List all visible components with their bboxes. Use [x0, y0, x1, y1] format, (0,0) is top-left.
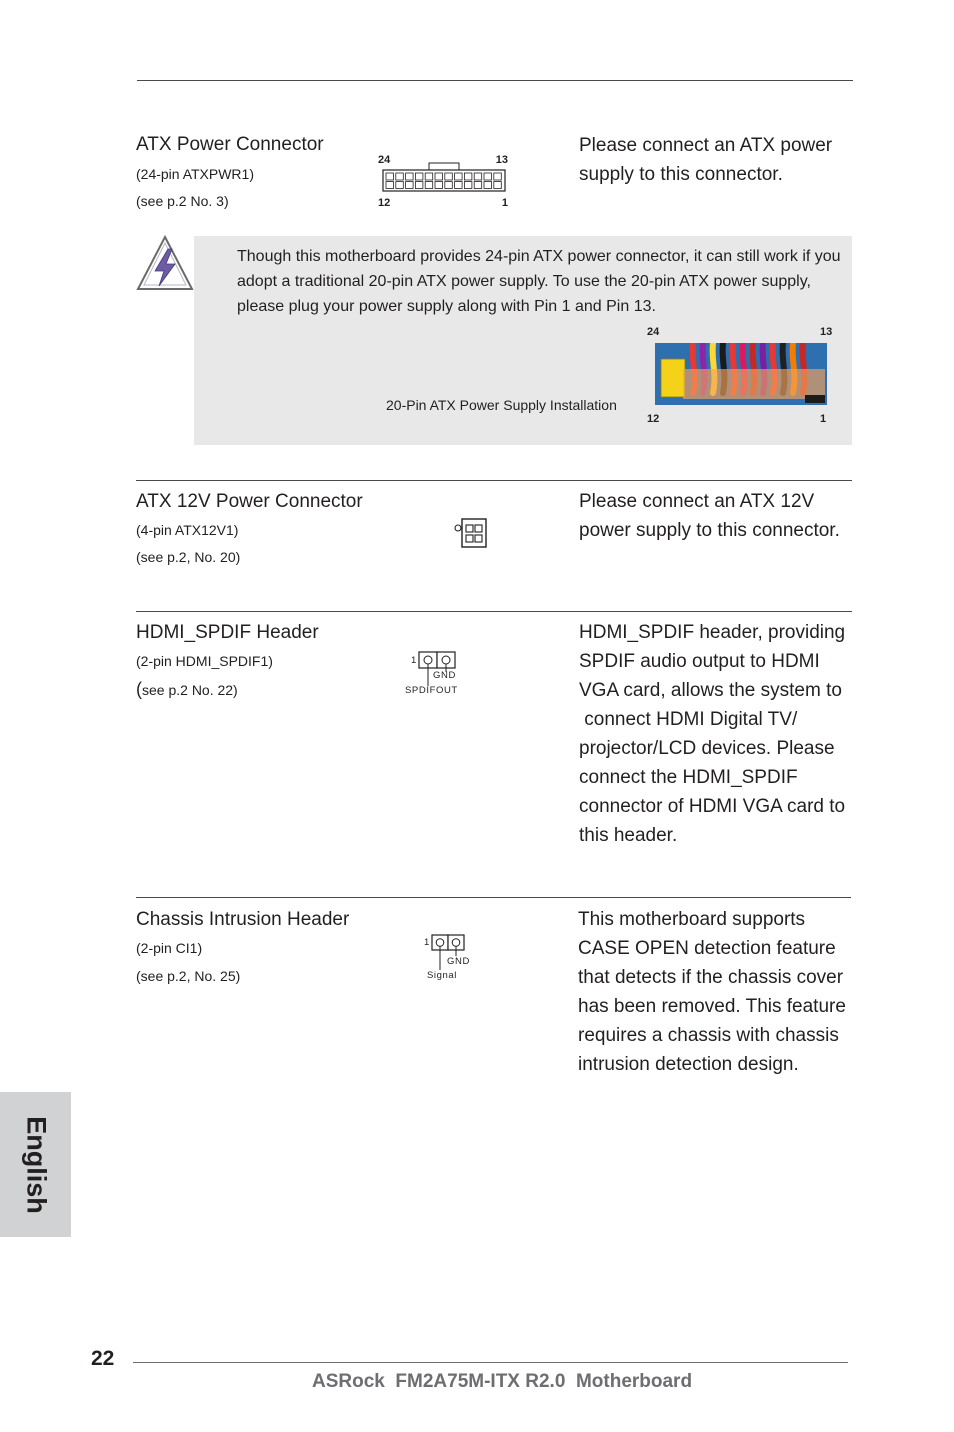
atx-pin-cell: [474, 182, 482, 189]
section-rule-hdmi: [136, 611, 852, 612]
atx-pin-1: 1: [501, 197, 508, 209]
note-pin-13: 13: [820, 326, 833, 338]
note-caption: 20-Pin ATX Power Supply Installation: [386, 397, 617, 413]
hdmi-description: [579, 618, 854, 850]
atx-pin-cell: [415, 173, 423, 180]
note-pin-12: 12: [647, 413, 660, 425]
atx-pin-cell: [464, 182, 472, 189]
hdmi-desc-line: SPDIF audio output to HDMI: [579, 651, 820, 672]
atx-description: Please connect an ATX power supply to this connector.: [579, 135, 833, 185]
hdmi-desc-line: connector of HDMI VGA card to: [579, 796, 846, 817]
atx-pin-cell: [425, 173, 433, 180]
chassis-header-diagram: [420, 934, 480, 982]
atx12v-title: ATX 12V Power Connector: [136, 491, 363, 512]
hdmi-pins: (2-pin HDMI_SPDIF1): [136, 653, 273, 669]
top-rule: [137, 80, 853, 81]
atx-pin-cell: [455, 182, 463, 189]
note-pin-24: 24: [647, 326, 660, 338]
language-tab: [0, 1092, 71, 1237]
atx-pin-cell: [494, 182, 502, 189]
chassis-desc-line: CASE OPEN detection feature: [578, 938, 836, 959]
note-pin-1: 1: [820, 413, 827, 425]
atx-pin-13: 13: [495, 154, 508, 166]
hdmi-title: HDMI_SPDIF Header: [136, 622, 319, 643]
hdmi-desc-line: connect the HDMI_SPDIF: [579, 767, 798, 788]
footer-rule: [133, 1362, 848, 1363]
atx-pin-cell: [396, 173, 404, 180]
chassis-desc-line: that detects if the chassis cover: [578, 967, 844, 988]
note-text: Though this motherboard provides 24-pin ATX power connector, it can still work if you adopt a traditional 20-pin ATX power supply. To use the 20-pin ATX power supply, please plug your power supply along with Pin 1 and Pin 13.: [237, 248, 841, 315]
atx-pin-cell: [494, 173, 502, 180]
hdmi-desc-line: HDMI_SPDIF header, providing: [579, 622, 846, 643]
atx-pin-cell: [406, 182, 414, 189]
chassis-title: Chassis Intrusion Header: [136, 909, 350, 930]
chassis-signal-label: Signal: [427, 970, 458, 981]
atx-24pin-icon: [376, 152, 512, 212]
atx-pin-cell: [464, 173, 472, 180]
hdmi-see: [136, 681, 238, 698]
chassis-gnd-label: GND: [447, 956, 470, 967]
chassis-desc-line: requires a chassis with chassis: [578, 1025, 839, 1046]
atx-title: ATX Power Connector: [136, 134, 324, 155]
atx-pin-24: 24: [378, 154, 391, 166]
hdmi-desc-line: VGA card, allows the system to: [579, 680, 842, 701]
atx-pin-cell: [396, 182, 404, 189]
atx-20pin-photo-icon: [655, 343, 827, 405]
chassis-see: (see p.2, No. 25): [136, 968, 241, 984]
hdmi-header-diagram: [402, 650, 472, 698]
chassis-pin1-label: 1: [424, 937, 430, 948]
atx-see: (see p.2 No. 3): [136, 193, 229, 209]
atx-pin-cell: [484, 182, 492, 189]
atx-pin-cell: [425, 182, 433, 189]
hdmi-pin1-label: 1: [411, 655, 417, 666]
hdmi-desc-line: this header.: [579, 825, 678, 846]
note-box: [194, 236, 852, 445]
hdmi-see-paren: (: [136, 679, 142, 699]
atx-pin-cell: [474, 173, 482, 180]
section-rule-chassis: [136, 897, 851, 898]
chassis-desc-line: This motherboard supports: [578, 909, 806, 930]
atx12v-see: (see p.2, No. 20): [136, 549, 241, 565]
warning-icon: [135, 234, 195, 292]
chassis-desc-line: intrusion detection design.: [578, 1054, 799, 1075]
atx-pin-cell: [435, 182, 443, 189]
atx-pin-12: 12: [378, 197, 391, 209]
hdmi-gnd-label: GND: [433, 670, 456, 681]
chassis-description: [578, 905, 854, 1079]
atx-pin-cell: [445, 173, 453, 180]
atx-pin-cell: [386, 182, 394, 189]
atx-pin-cell: [435, 173, 443, 180]
section-rule-atx12v: [136, 480, 852, 481]
atx12v-4pin-icon: [452, 516, 490, 550]
language-label: English: [21, 1115, 51, 1214]
page-number: 22: [91, 1347, 115, 1370]
atx12v-description: Please connect an ATX 12V power supply to this connector.: [579, 491, 840, 541]
atx-pin-cell: [484, 173, 492, 180]
chassis-desc-line: has been removed. This feature: [578, 996, 846, 1017]
atx-pin-cell: [386, 173, 394, 180]
atx-pin-cell: [406, 173, 414, 180]
atx-pin-cell: [455, 173, 463, 180]
chassis-pins: (2-pin CI1): [136, 940, 203, 956]
atx-pin-cell: [445, 182, 453, 189]
atx-pin-cell: [415, 182, 423, 189]
footer-product: ASRock FM2A75M-ITX R2.0 Motherboard: [312, 1371, 693, 1392]
hdmi-desc-line: connect HDMI Digital TV/: [579, 709, 798, 730]
atx-connector-diagram: [376, 152, 512, 212]
atx12v-pins: (4-pin ATX12V1): [136, 522, 239, 538]
hdmi-desc-line: projector/LCD devices. Please: [579, 738, 835, 759]
hdmi-see-text: see p.2 No. 22): [142, 682, 238, 698]
atx-pins: (24-pin ATXPWR1): [136, 166, 254, 182]
hdmi-spdifout-label: SPDIFOUT: [405, 685, 458, 696]
